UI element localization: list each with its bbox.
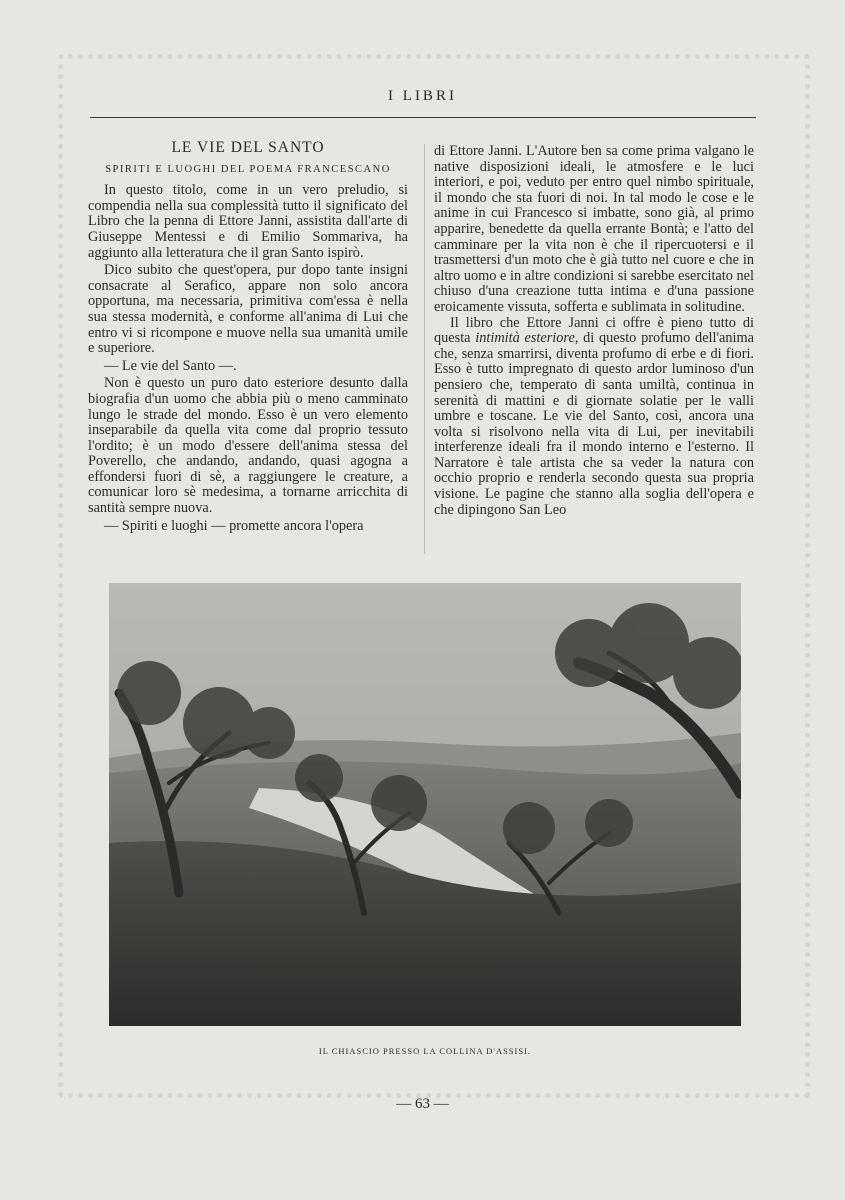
article-subtitle: SPIRITI E LUOGHI DEL POEMA FRANCESCANO bbox=[105, 163, 391, 175]
left-column bbox=[88, 136, 408, 536]
paragraph bbox=[434, 316, 754, 519]
running-head: I LIBRI bbox=[388, 88, 457, 104]
italic-phrase: intimità esteriore bbox=[475, 330, 575, 347]
photo-caption: IL CHIASCIO PRESSO LA COLLINA D'ASSISI. bbox=[318, 1046, 532, 1056]
photo-illustration bbox=[109, 583, 741, 1026]
header-rule bbox=[90, 117, 756, 118]
right-column bbox=[434, 144, 754, 520]
paragraph: — Spiriti e luoghi — promette ancora l'opera bbox=[104, 517, 364, 534]
page-number: — 63 — bbox=[396, 1096, 449, 1112]
paragraph-text: Il libro che Ettore Janni ci offre è pieno tutto di questa bbox=[434, 314, 754, 347]
paragraph: In questo titolo, come in un vero preludio, si compendia nella sua complessità tutto il significato del Libro che la penna di Ettore Janni, assistita dall'arte di Giuseppe Mentessi e di Emilio Sommariva, ha aggiunto alla letteratura che il gran Santo ispirò. bbox=[88, 182, 408, 261]
paragraph-text: , di questo profumo dell'anima che, senza smarrirsi, diventa profumo di erbe e di fiori. Esso è tutto impregnato di questo ardor luminoso d'un pensiero che, temperato di santa umiltà, continua in serenità di mattini e di giornate solatie per le valli umbre e toscane. Le vie del Santo, così, ancora una volta si risolvono nella vita di Lui, per inevitabili interferenze ideali fra il mondo interno e l'esterno. Il Narratore è tale artista che sa veder la natura con occhio proprio e renderla secondo questa sua propria visione. Le pagine che stanno alla soglia dell'opera e che dipingono San Leo bbox=[434, 330, 754, 518]
column-divider bbox=[424, 144, 425, 554]
paragraph: Dico subito che quest'opera, pur dopo tante insigni consacrate al Serafico, appare non solo ancora opportuna, ma necessaria, primitiva com'essa è nella sua stessa modernità, e conforme all'anima di Lui che entro vi si ricompone e muove nella sua umanità umile e superiore. bbox=[88, 262, 408, 357]
landscape-photograph bbox=[109, 583, 741, 1026]
article-title: LE VIE DEL SANTO bbox=[171, 139, 325, 156]
paragraph: di Ettore Janni. L'Autore ben sa come prima valgano le native disposizioni ideali, le atmosfere e le luci interiori, e poi, veduto per entro quel nimbo spirituale, il mondo che sta fuori di noi. In tal modo le cose e le anime in cui Francesco si imbatte, sono già, al primo apparire, benedette da quella errante Bontà; e l'atto del camminare per la vita non è che il ripercuotersi e il trasmettersi d'un moto che è già tutto nel cuore e che in altro uomo e in altre condizioni si sarebbe esercitato nel chiuso d'una creazione tutta intima e d'una passione eroicamente vissuta, sofferta e sublimata in solitudine. bbox=[434, 143, 754, 315]
paragraph: — Le vie del Santo —. bbox=[104, 357, 237, 374]
paragraph: Non è questo un puro dato esteriore desunto dalla biografia d'un uomo che abbia più o meno camminato lungo le strade del mondo. Esso è un vero elemento inseparabile da quella vita come dal proprio tessuto l'ordito; è un modo d'essere dell'anima stessa del Poverello, che andando, andando, quasi agogna a effondersi fuori di sè, a raggiungere le creature, a comunicar loro sè medesima, a tornarne arricchita di santità sempre nuova. bbox=[88, 375, 408, 517]
